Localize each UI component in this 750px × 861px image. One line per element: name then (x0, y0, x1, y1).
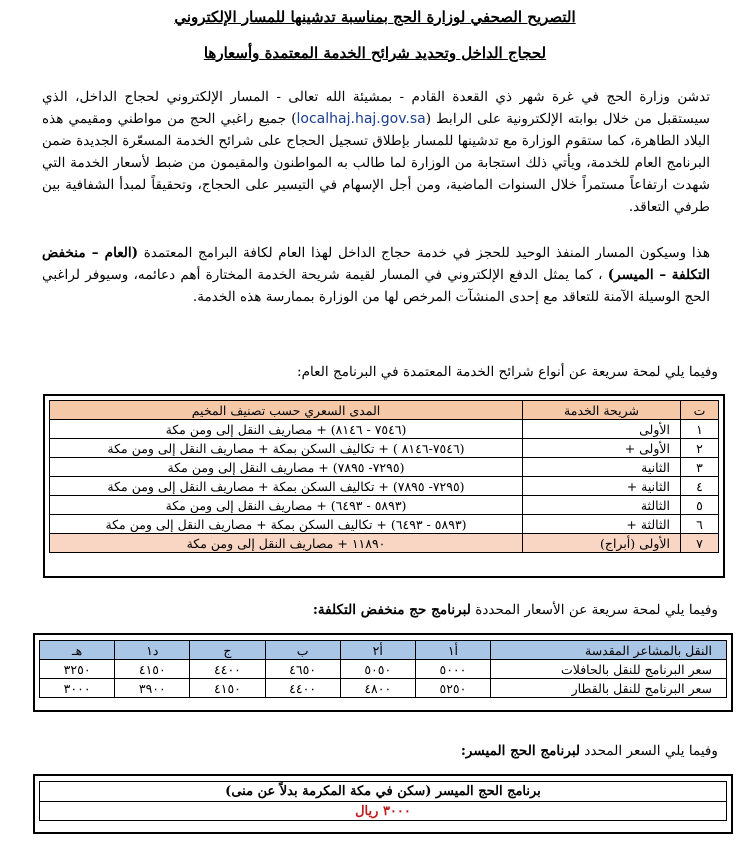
row-price-range: (٧٥٤٦ - ٨١٤٦) + مصاريف النقل إلى ومن مكة (50, 420, 523, 439)
price-cell: ٣٩٠٠ (115, 679, 190, 698)
header-cell-b: ب (265, 641, 340, 660)
general-program-intro: وفيما يلي لمحة سريعة عن أنواع شرائح الخدمة المعتمدة في البرنامج العام: (297, 364, 718, 380)
header-cell-number: ت (681, 401, 719, 420)
price-cell: ٤١٥٠ (115, 660, 190, 679)
table-row-highlighted (50, 534, 719, 553)
row-tier: الأولى (أبراج) (523, 534, 681, 553)
table-row (40, 802, 727, 821)
row-number: ٧ (681, 534, 719, 553)
header-cell-a2: أ٢ (340, 641, 415, 660)
header-cell-a1: أ١ (415, 641, 490, 660)
header-cell-h: هـ (40, 641, 115, 660)
table-row (50, 458, 719, 477)
easy-intro-bold: لبرنامج الحج الميسر: (460, 743, 581, 759)
table-header-row (40, 641, 727, 660)
row-tier: الثانية + (523, 477, 681, 496)
row-price-range: (٧٢٩٥- ٧٨٩٥) + مصاريف النقل إلى ومن مكة (50, 458, 523, 477)
row-price-range: (٥٨٩٣ - ٦٤٩٣) + مصاريف النقل إلى ومن مكة (50, 496, 523, 515)
price-cell: ٤٨٠٠ (340, 679, 415, 698)
table-row (40, 782, 727, 802)
row-tier: الثانية (523, 458, 681, 477)
easy-program-table (39, 781, 727, 821)
row-price-range: (٧٢٩٥- ٧٨٩٥) + تكاليف السكن بمكة + مصاريف النقل إلى ومن مكة (50, 477, 523, 496)
price-cell: ٤٤٠٠ (190, 660, 265, 679)
table-row (50, 477, 719, 496)
row-label: سعر البرنامج للنقل بالقطار (491, 679, 727, 698)
easy-program-table-frame (33, 774, 733, 834)
row-tier: الأولى (523, 420, 681, 439)
paragraph-programs-text-1: هذا وسيكون المسار المنفذ الوحيد للحجز في خدمة حجاج الداخل لهذا العام لكافة البرامج المعتمدة (138, 245, 710, 261)
price-cell: ٥٠٥٠ (340, 660, 415, 679)
row-tier: الثالثة + (523, 515, 681, 534)
table-row (50, 439, 719, 458)
row-price-range: (٧٥٤٦-٨١٤٦ ) + تكاليف السكن بمكة + مصاريف النقل إلى ومن مكة (50, 439, 523, 458)
price-cell: ٤٤٠٠ (265, 679, 340, 698)
price-cell: ٣٢٥٠ (40, 660, 115, 679)
paragraph-programs-text-2: ، كما يمثل الدفع الإلكتروني في المسار لقيمة شريحة الخدمة المختارة أهم دعائمه، وسيوفر لراغبي الحج الوسيلة الآمنة للتعاقد مع إحدى المنشآت المرخص لها من الوزارة بممارسة هذه الخدمة. (42, 267, 710, 305)
price-cell: ٤١٥٠ (190, 679, 265, 698)
header-cell-c: ج (190, 641, 265, 660)
table-row (50, 515, 719, 534)
price-cell: ٥٢٥٠ (415, 679, 490, 698)
general-program-table (49, 400, 719, 553)
header-cell-d1: د١ (115, 641, 190, 660)
low-cost-program-intro (313, 600, 718, 620)
row-number: ١ (681, 420, 719, 439)
row-label: سعر البرنامج للنقل بالحافلات (491, 660, 727, 679)
page-title: التصريح الصحفي لوزارة الحج بمناسبة تدشينها للمسار الإلكتروني (174, 8, 576, 26)
low-cost-intro-bold: لبرنامج حج منخفض التكلفة: (312, 602, 471, 618)
row-number: ٢ (681, 439, 719, 458)
portal-link[interactable]: localhaj.haj.gov.sa (296, 111, 426, 127)
easy-program-intro (461, 741, 718, 761)
easy-program-name: برنامج الحج الميسر (سكن في مكة المكرمة بدلاً عن منى) (40, 782, 727, 802)
paragraph-launch-text-1: تدشن وزارة الحج في غرة شهر ذي القعدة القادم - بمشيئة الله تعالى - المسار الإلكتروني لحجاج الداخل، الذي سيستقبل من خلال بوابته الإلكترونية على الرابط ( (42, 89, 711, 127)
header-cell-price-range: المدى السعري حسب تصنيف المخيم (50, 401, 523, 420)
row-number: ٣ (681, 458, 719, 477)
low-cost-program-table-frame (33, 633, 733, 712)
row-number: ٥ (681, 496, 719, 515)
low-cost-intro-text: وفيما يلي لمحة سريعة عن الأسعار المحددة (470, 602, 718, 618)
paragraph-launch (42, 86, 710, 218)
low-cost-program-table (39, 640, 727, 698)
table-header-row (50, 401, 719, 420)
row-number: ٦ (681, 515, 719, 534)
easy-intro-text: وفيما يلي السعر المحدد (580, 743, 718, 759)
table-row (40, 679, 727, 698)
easy-program-price: ٣٠٠٠ ريال (40, 802, 727, 821)
row-price-range: ١١٨٩٠ + مصاريف النقل إلى ومن مكة (50, 534, 523, 553)
paragraph-launch-text-2: ) جميع راغبي الحج من مواطني ومقيمي هذه البلاد الطاهرة، كما ستقوم الوزارة مع تدشينها للمسار بإطلاق تسجيل الحجاج على شرائح الخدمة المسعّرة الجديدة ضمن البرنامج العام للخدمة، ويأتي ذلك استجابة من الوزارة لما طالب به المواطنون والمقيمون من ضبط لأسعار الخدمة التي شهدت ارتفاعاً مستمراً خلال السنوات الماضية، ومن أجل الإسهام في التيسير على الحجاج، وتحقيقاً لمبدأ الشفافية بين طرفي التعاقد. (42, 111, 710, 215)
table-row (50, 420, 719, 439)
table-row (50, 496, 719, 515)
general-program-table-frame (43, 394, 725, 578)
price-cell: ٥٠٠٠ (415, 660, 490, 679)
header-cell-tier: شريحة الخدمة (523, 401, 681, 420)
header-cell-transport: النقل بالمشاعر المقدسة (491, 641, 727, 660)
paragraph-programs (42, 242, 710, 308)
table-row (40, 660, 727, 679)
row-number: ٤ (681, 477, 719, 496)
row-tier: الأولى + (523, 439, 681, 458)
row-price-range: (٥٨٩٣ - ٦٤٩٣) + تكاليف السكن بمكة + مصاريف النقل إلى ومن مكة (50, 515, 523, 534)
programs-list: (العام – منخفض التكلفة – الميسر) (42, 245, 710, 283)
row-tier: الثالثة (523, 496, 681, 515)
price-cell: ٤٦٥٠ (265, 660, 340, 679)
price-cell: ٣٠٠٠ (40, 679, 115, 698)
page-subtitle: لحجاج الداخل وتحديد شرائح الخدمة المعتمدة وأسعارها (203, 44, 547, 62)
